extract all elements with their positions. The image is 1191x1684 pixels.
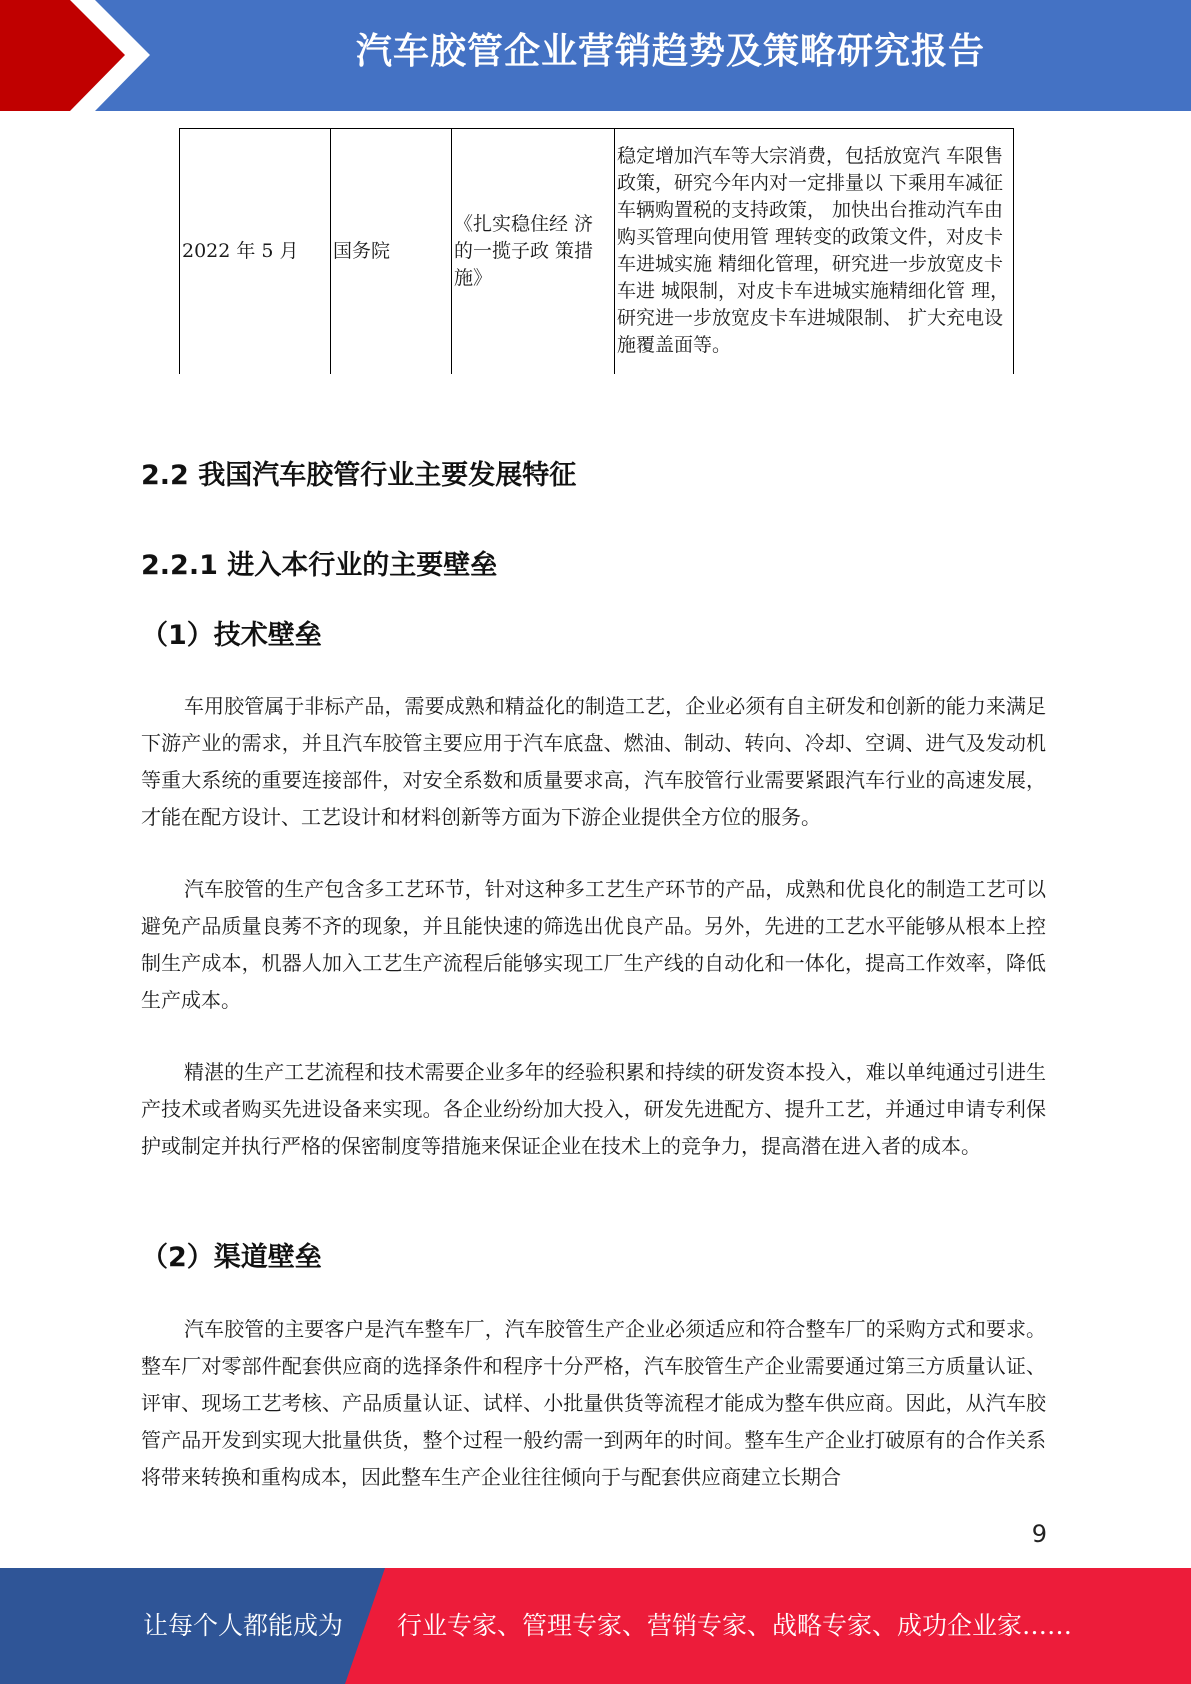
header-arrow-icon	[0, 0, 160, 111]
paragraph: 精湛的生产工艺流程和技术需要企业多年的经验积累和持续的研发资本投入，难以单纯通过引进生产技术或者购买先进设备来实现。各企业纷纷加大投入，研发先进配方、提升工艺，并通过申请专利保护或制定并执行严格的保密制度等措施来保证企业在技术上的竞争力，提高潜在进入者的成本。	[141, 1060, 1046, 1158]
policy-table	[179, 128, 1014, 374]
barrier-heading-technology: （1）技术壁垒	[141, 620, 322, 651]
report-title: 汽车胶管企业营销趋势及策略研究报告	[355, 31, 985, 72]
page-header	[0, 0, 1191, 111]
subsection-heading: 2.2.1 进入本行业的主要壁垒	[141, 550, 498, 581]
section-heading: 2.2 我国汽车胶管行业主要发展特征	[141, 460, 577, 491]
paragraph: 汽车胶管的主要客户是汽车整车厂，汽车胶管生产企业必须适应和符合整车厂的采购方式和要求。整车厂对零部件配套供应商的选择条件和程序十分严格，汽车胶管生产企业需要通过第三方质量认证、评审、现场工艺考核、产品质量认证、试样、小批量供货等流程才能成为整车供应商。因此，从汽车胶管产品开发到实现大批量供货，整个过程一般约需一到两年的时间。整车生产企业打破原有的合作关系将带来转换和重构成本，因此整车生产企业往往倾向于与配套供应商建立长期合	[141, 1317, 1046, 1489]
paragraph: 汽车胶管的生产包含多工艺环节，针对这种多工艺生产环节的产品，成熟和优良化的制造工艺可以避免产品质量良莠不齐的现象，并且能快速的筛选出优良产品。另外，先进的工艺水平能够从根本上控制生产成本，机器人加入工艺生产流程后能够实现工厂生产线的自动化和一体化，提高工作效率，降低生产成本。	[141, 877, 1046, 1012]
footer-slogan-right: 行业专家、管理专家、营销专家、战略专家、成功企业家……	[397, 1611, 1073, 1640]
page-number: 9	[1031, 1520, 1047, 1548]
paragraph: 车用胶管属于非标产品，需要成熟和精益化的制造工艺，企业必须有自主研发和创新的能力来满足下游产业的需求，并且汽车胶管主要应用于汽车底盘、燃油、制动、转向、冷却、空调、进气及发动机等重大系统的重要连接部件，对安全系数和质量要求高，汽车胶管行业需要紧跟汽车行业的高速发展，才能在配方设计、工艺设计和材料创新等方面为下游企业提供全方位的服务。	[141, 694, 1046, 829]
table-cell-date: 2022 年 5 月	[180, 129, 331, 374]
table-row	[180, 129, 1014, 374]
table-cell-document: 《扎实稳住经 济的一揽子政 策措施》	[452, 129, 615, 374]
footer-slogan-left: 让每个人都能成为	[143, 1611, 344, 1640]
page-footer	[0, 1568, 1191, 1684]
barrier-heading-channel: （2）渠道壁垒	[141, 1242, 322, 1273]
table-cell-content: 稳定增加汽车等大宗消费，包括放宽汽 车限售政策，研究今年内对一定排量以 下乘用车减征车辆购置税的支持政策， 加快出台推动汽车由购买管理向使用管 理转变的政策文件，对皮卡车进城实施 精细化管理，研究进一步放宽皮卡车进 城限制，对皮卡车进城实施精细化管 理，研究进一步放宽皮卡车进城限制、 扩大充电设施覆盖面等。	[615, 129, 1014, 374]
table-cell-issuer: 国务院	[331, 129, 452, 374]
